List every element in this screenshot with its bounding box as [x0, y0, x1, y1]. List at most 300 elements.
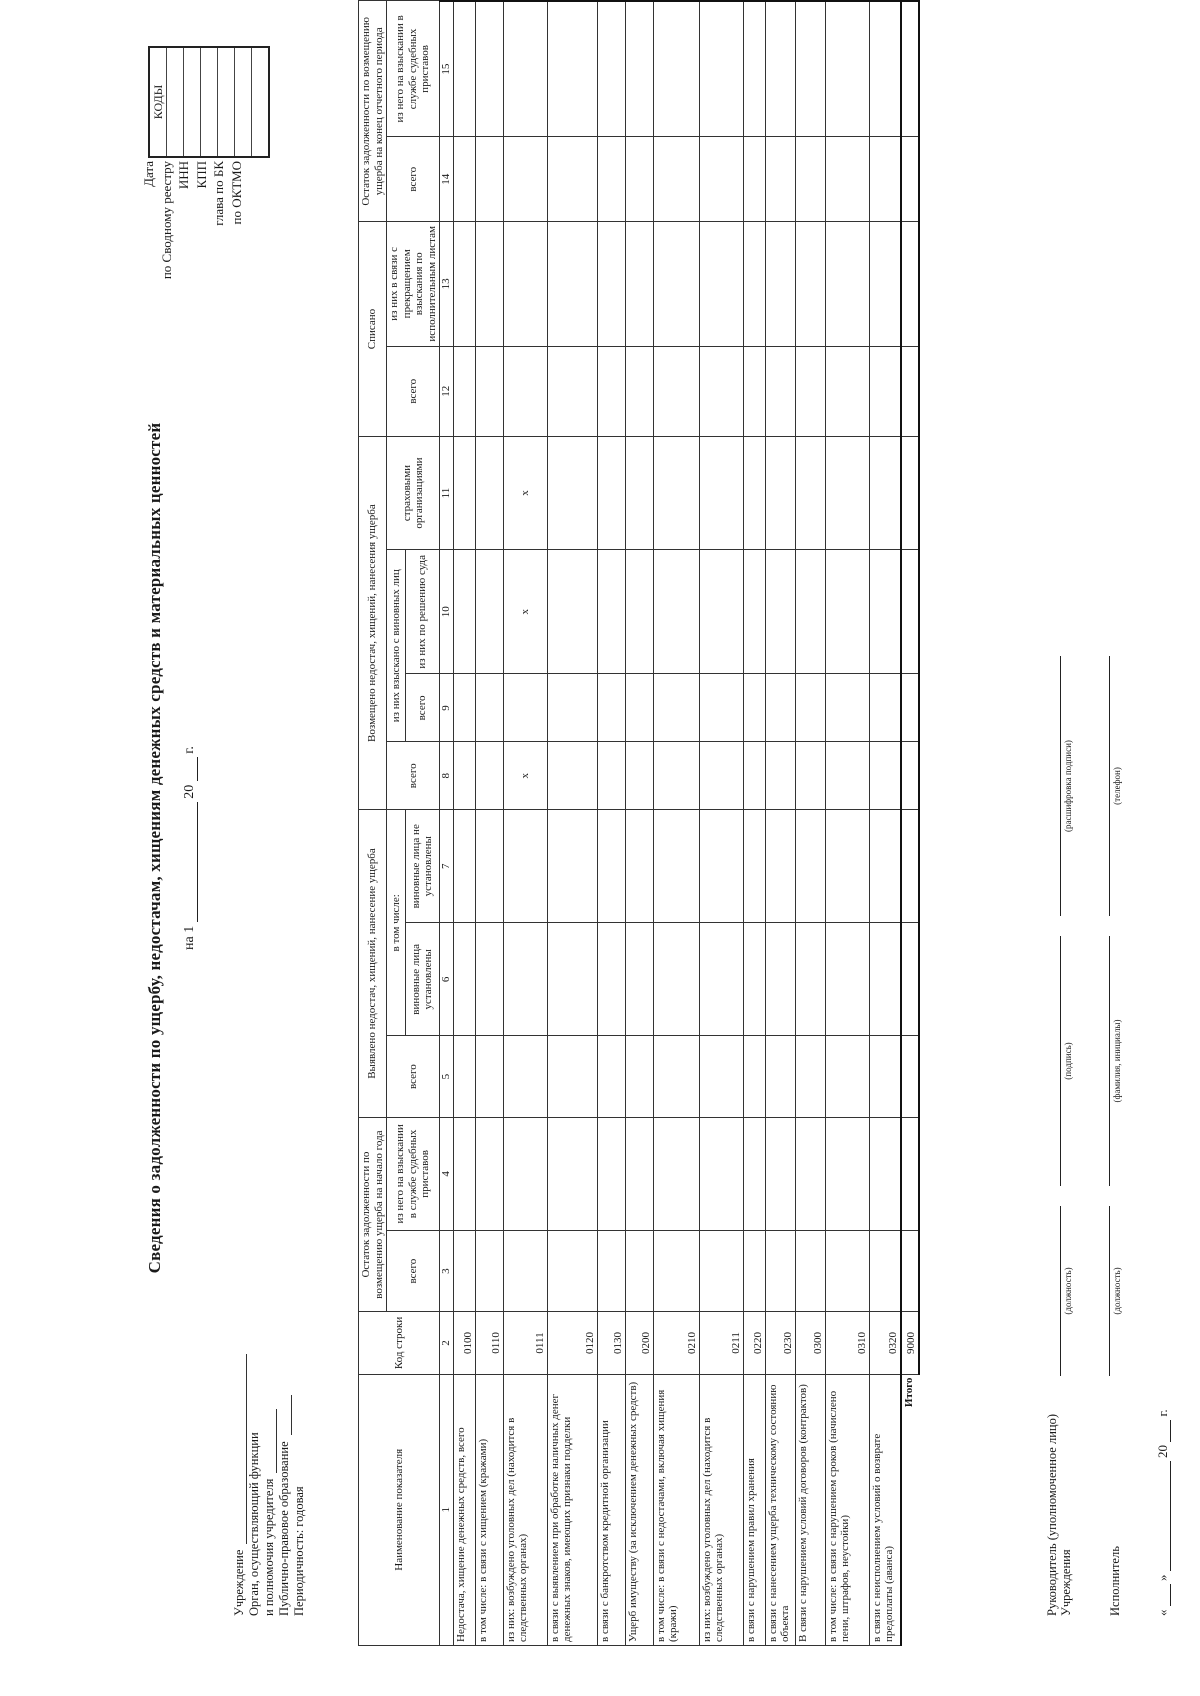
table-row	[453, 1, 475, 1646]
x-mark-cell: x	[503, 550, 547, 674]
date-century: 20	[182, 784, 197, 799]
row-code: 0120	[547, 1312, 597, 1374]
value-cell[interactable]	[869, 1230, 901, 1311]
value-cell[interactable]	[597, 1230, 625, 1311]
value-cell[interactable]	[597, 550, 625, 674]
value-cell[interactable]	[795, 923, 825, 1036]
column-number: 8	[440, 742, 454, 810]
row-indicator-name: в связи с нарушением правил хранения	[743, 1374, 765, 1645]
value-cell[interactable]	[625, 810, 653, 923]
value-cell[interactable]	[625, 1036, 653, 1117]
value-cell[interactable]	[625, 137, 653, 222]
value-cell[interactable]	[453, 137, 475, 222]
codes-labels	[140, 161, 245, 461]
row-code: 0200	[625, 1312, 653, 1374]
value-cell[interactable]	[825, 346, 869, 436]
value-cell[interactable]	[699, 1230, 743, 1311]
value-cell[interactable]	[597, 346, 625, 436]
value-cell[interactable]	[825, 550, 869, 674]
value-cell[interactable]	[765, 550, 795, 674]
value-cell[interactable]	[743, 923, 765, 1036]
value-cell[interactable]	[699, 1, 743, 137]
form-title: Сведения о задолженности по ущербу, недостачам, хищениям денежных средств и материальных ценностей	[145, 422, 164, 1274]
value-cell[interactable]	[653, 923, 699, 1036]
value-cell[interactable]	[825, 437, 869, 550]
municipality-input[interactable]	[279, 1395, 292, 1435]
row-indicator-name: Недостача, хищение денежных средств, всего	[453, 1374, 475, 1645]
value-cell[interactable]	[743, 1, 765, 137]
header-field-institution: Учреждение	[232, 1354, 247, 1616]
value-cell[interactable]	[625, 437, 653, 550]
value-cell[interactable]	[795, 137, 825, 222]
value-cell[interactable]	[869, 674, 901, 742]
value-cell[interactable]	[475, 923, 503, 1036]
value-cell[interactable]	[869, 810, 901, 923]
col-header-detected: Выявлено недостач, хищений, нанесение ущерба	[359, 810, 387, 1118]
row-code: 0100	[453, 1312, 475, 1374]
value-cell[interactable]	[765, 437, 795, 550]
column-number: 11	[440, 437, 454, 550]
head-signature-slot	[1046, 936, 1073, 1186]
value-cell[interactable]	[625, 1230, 653, 1311]
value-cell[interactable]	[765, 346, 795, 436]
value-cell[interactable]	[503, 346, 547, 436]
value-cell[interactable]	[869, 550, 901, 674]
total-value-cell[interactable]	[901, 1230, 919, 1311]
table-row	[869, 1, 901, 1646]
total-value-cell[interactable]	[901, 810, 919, 923]
value-cell[interactable]	[699, 137, 743, 222]
value-cell[interactable]	[453, 1036, 475, 1117]
column-number: 3	[440, 1230, 454, 1311]
value-cell[interactable]	[795, 742, 825, 810]
row-indicator-name: В связи с нарушением условий договоров (контрактов)	[795, 1374, 825, 1645]
value-cell[interactable]	[765, 1036, 795, 1117]
col-header-name: Наименование показателя	[359, 1374, 440, 1645]
value-cell[interactable]	[475, 346, 503, 436]
value-cell[interactable]	[625, 346, 653, 436]
table-row	[625, 1, 653, 1646]
value-cell[interactable]	[743, 1117, 765, 1230]
code-kpp-cell[interactable]	[218, 47, 235, 157]
head-position-caption: (должность)	[1063, 1267, 1073, 1315]
value-cell[interactable]	[503, 1230, 547, 1311]
value-cell[interactable]	[743, 810, 765, 923]
value-cell[interactable]	[547, 346, 597, 436]
value-cell[interactable]	[547, 923, 597, 1036]
total-value-cell[interactable]	[901, 222, 919, 346]
signatures-block	[1045, 516, 1144, 1616]
table-row	[597, 1, 625, 1646]
value-cell[interactable]	[625, 222, 653, 346]
value-cell[interactable]	[869, 346, 901, 436]
date-prefix: на 1	[182, 925, 197, 950]
value-cell[interactable]	[625, 550, 653, 674]
value-cell[interactable]	[503, 222, 547, 346]
code-label-kpp: КПП	[193, 161, 209, 189]
executor-label: Исполнитель	[1108, 1546, 1122, 1616]
value-cell[interactable]	[453, 437, 475, 550]
value-cell[interactable]	[453, 346, 475, 436]
value-cell[interactable]	[597, 674, 625, 742]
row-indicator-name: из них: возбуждено уголовных дел (находится в следственных органах)	[699, 1374, 743, 1645]
col-header-balance-start-total: всего	[387, 1230, 440, 1311]
value-cell[interactable]	[503, 1, 547, 137]
value-cell[interactable]	[475, 137, 503, 222]
value-cell[interactable]	[743, 674, 765, 742]
column-number: 10	[440, 550, 454, 674]
table-row	[765, 1, 795, 1646]
row-indicator-name: в связи с банкротством кредитной организации	[597, 1374, 625, 1645]
value-cell[interactable]	[547, 137, 597, 222]
value-cell[interactable]	[795, 550, 825, 674]
value-cell[interactable]	[699, 437, 743, 550]
value-cell[interactable]	[653, 137, 699, 222]
value-cell[interactable]	[825, 222, 869, 346]
code-label-date: Дата	[141, 161, 156, 187]
value-cell[interactable]	[475, 550, 503, 674]
value-cell[interactable]	[795, 437, 825, 550]
value-cell[interactable]	[869, 137, 901, 222]
column-number: 9	[440, 674, 454, 742]
column-number: 15	[440, 1, 454, 137]
col-header-detected-total: всего	[387, 1036, 440, 1117]
value-cell[interactable]	[625, 923, 653, 1036]
total-value-cell[interactable]	[901, 137, 919, 222]
executor-position-slot	[1095, 1206, 1122, 1376]
value-cell[interactable]	[475, 1230, 503, 1311]
value-cell[interactable]	[795, 674, 825, 742]
header-row-1	[359, 1, 387, 1646]
header-field-founder: Орган, осуществляющий функции	[247, 1432, 261, 1616]
value-cell[interactable]	[653, 1230, 699, 1311]
value-cell[interactable]	[743, 437, 765, 550]
x-mark-cell: x	[503, 742, 547, 810]
executor-phone-slot	[1095, 656, 1122, 916]
col-header-detected-incl: в том числе:	[387, 810, 406, 1036]
value-cell[interactable]	[825, 742, 869, 810]
col-header-from-culprits-total: всего	[405, 674, 439, 742]
table-row	[503, 1, 547, 1646]
value-cell[interactable]	[503, 1036, 547, 1117]
total-value-cell[interactable]	[901, 1117, 919, 1230]
value-cell[interactable]	[869, 1036, 901, 1117]
executor-position-field[interactable]	[1095, 1206, 1110, 1376]
value-cell[interactable]	[547, 674, 597, 742]
table-row	[743, 1, 765, 1646]
col-header-balance-end-bailiffs: из него на взыскании в службе судебных приставов	[387, 1, 440, 137]
head-label: Руководитель (уполномоченное лицо) Учреждения	[1045, 1413, 1073, 1616]
value-cell[interactable]	[475, 742, 503, 810]
row-code: 0320	[869, 1312, 901, 1374]
row-indicator-name: в связи с неисполнением условий о возврате предоплаты (аванса)	[869, 1374, 901, 1645]
value-cell[interactable]	[869, 437, 901, 550]
header-field-founder-cont: и полномочия учредителя	[262, 1354, 277, 1616]
value-cell[interactable]	[869, 742, 901, 810]
value-cell[interactable]	[795, 222, 825, 346]
value-cell[interactable]	[765, 1117, 795, 1230]
value-cell[interactable]	[795, 810, 825, 923]
value-cell[interactable]	[765, 222, 795, 346]
value-cell[interactable]	[475, 1036, 503, 1117]
value-cell[interactable]	[597, 137, 625, 222]
value-cell[interactable]	[653, 1036, 699, 1117]
value-cell[interactable]	[765, 923, 795, 1036]
total-value-cell[interactable]	[901, 674, 919, 742]
signature-day-field[interactable]	[1158, 1584, 1171, 1606]
value-cell[interactable]	[795, 1117, 825, 1230]
value-cell[interactable]	[653, 742, 699, 810]
value-cell[interactable]	[869, 1117, 901, 1230]
value-cell[interactable]	[869, 1, 901, 137]
value-cell[interactable]	[475, 437, 503, 550]
value-cell[interactable]	[453, 550, 475, 674]
table-row	[547, 1, 597, 1646]
value-cell[interactable]	[743, 550, 765, 674]
head-signature-caption: (подпись)	[1063, 1042, 1073, 1080]
value-cell[interactable]	[453, 1, 475, 137]
row-indicator-name: в том числе: в связи с хищением (кражами)	[475, 1374, 503, 1645]
date-day-month-field[interactable]	[183, 802, 198, 922]
value-cell[interactable]	[653, 550, 699, 674]
value-cell[interactable]	[597, 1, 625, 137]
value-cell[interactable]	[765, 810, 795, 923]
row-indicator-name: из них: возбуждено уголовных дел (находится в следственных органах)	[503, 1374, 547, 1645]
value-cell[interactable]	[699, 923, 743, 1036]
total-value-cell[interactable]	[901, 346, 919, 436]
row-indicator-name: в связи с выявлением при обработке наличных денег денежных знаков, имеющих признаки подделки	[547, 1374, 597, 1645]
codes-box-title: КОДЫ	[149, 47, 167, 157]
value-cell[interactable]	[653, 346, 699, 436]
value-cell[interactable]	[699, 1036, 743, 1117]
value-cell[interactable]	[743, 1230, 765, 1311]
value-cell[interactable]	[795, 1, 825, 137]
column-number: 7	[440, 810, 454, 923]
code-registry-cell[interactable]	[184, 47, 201, 157]
value-cell[interactable]	[475, 1117, 503, 1230]
value-cell[interactable]	[475, 810, 503, 923]
signature-year-field[interactable]	[1158, 1420, 1171, 1442]
value-cell[interactable]	[453, 810, 475, 923]
head-signature-field[interactable]	[1046, 936, 1061, 1186]
value-cell[interactable]	[765, 674, 795, 742]
value-cell[interactable]	[699, 346, 743, 436]
col-header-from-culprits: из них взыскано с виновных лиц	[387, 550, 406, 742]
value-cell[interactable]	[653, 674, 699, 742]
value-cell[interactable]	[625, 742, 653, 810]
value-cell[interactable]	[699, 742, 743, 810]
head-position-field[interactable]	[1046, 1206, 1061, 1376]
value-cell[interactable]	[825, 1, 869, 137]
value-cell[interactable]	[597, 742, 625, 810]
institution-input[interactable]	[234, 1354, 247, 1544]
table-row	[825, 1, 869, 1646]
total-code: 9000	[901, 1312, 919, 1374]
header-field-periodicity: Периодичность: годовая	[292, 1486, 306, 1616]
signature-date: « » 20 г.	[1155, 1409, 1170, 1616]
value-cell[interactable]	[597, 1036, 625, 1117]
value-cell[interactable]	[765, 1230, 795, 1311]
total-value-cell[interactable]	[901, 1036, 919, 1117]
column-number: 2	[440, 1312, 454, 1374]
total-value-cell[interactable]	[901, 1, 919, 137]
total-row	[901, 1, 919, 1646]
code-inn-cell[interactable]	[201, 47, 218, 157]
codes-box	[148, 46, 270, 158]
executor-name-slot	[1095, 936, 1122, 1186]
value-cell[interactable]	[765, 137, 795, 222]
value-cell[interactable]	[547, 1230, 597, 1311]
value-cell[interactable]	[699, 222, 743, 346]
value-cell[interactable]	[699, 1117, 743, 1230]
total-value-cell[interactable]	[901, 923, 919, 1036]
value-cell[interactable]	[597, 222, 625, 346]
table-row	[795, 1, 825, 1646]
value-cell[interactable]	[547, 1117, 597, 1230]
table-row	[475, 1, 503, 1646]
head-decoding-field[interactable]	[1046, 656, 1061, 916]
value-cell[interactable]	[625, 1117, 653, 1230]
value-cell[interactable]	[795, 346, 825, 436]
value-cell[interactable]	[653, 810, 699, 923]
row-code: 0130	[597, 1312, 625, 1374]
code-label-registry: по Сводному реестру	[158, 161, 174, 280]
row-code: 0300	[795, 1312, 825, 1374]
value-cell[interactable]	[869, 923, 901, 1036]
column-number: 1	[440, 1374, 454, 1645]
col-header-balance-end-total: всего	[387, 137, 440, 222]
value-cell[interactable]	[825, 923, 869, 1036]
value-cell[interactable]	[765, 742, 795, 810]
value-cell[interactable]	[475, 222, 503, 346]
column-number: 6	[440, 923, 454, 1036]
value-cell[interactable]	[453, 222, 475, 346]
value-cell[interactable]	[453, 742, 475, 810]
col-header-code: Код строки	[359, 1312, 440, 1374]
executor-name-caption: (фамилия, инициалы)	[1112, 1019, 1122, 1103]
value-cell[interactable]	[765, 1, 795, 137]
value-cell[interactable]	[453, 1117, 475, 1230]
value-cell[interactable]	[743, 1036, 765, 1117]
value-cell[interactable]	[743, 137, 765, 222]
value-cell[interactable]	[547, 437, 597, 550]
executor-phone-field[interactable]	[1095, 656, 1110, 916]
col-header-terminated: из них в связи с прекращением взыскания по исполнительным листам	[387, 222, 440, 346]
value-cell[interactable]	[547, 810, 597, 923]
value-cell[interactable]	[825, 810, 869, 923]
value-cell[interactable]	[547, 1, 597, 137]
column-number: 12	[440, 346, 454, 436]
table-body	[453, 1, 919, 1646]
value-cell[interactable]	[699, 674, 743, 742]
date-year-field[interactable]	[183, 757, 198, 781]
value-cell[interactable]	[699, 810, 743, 923]
value-cell[interactable]	[453, 1230, 475, 1311]
value-cell[interactable]	[795, 1036, 825, 1117]
row-code: 0220	[743, 1312, 765, 1374]
col-header-culprits-found: виновные лица установлены	[405, 923, 439, 1036]
row-code: 0211	[699, 1312, 743, 1374]
value-cell[interactable]	[475, 674, 503, 742]
col-header-balance-start: Остаток задолженности по возмещению ущерба на начало года	[359, 1117, 387, 1312]
column-number: 5	[440, 1036, 454, 1117]
value-cell[interactable]	[869, 222, 901, 346]
row-code: 0110	[475, 1312, 503, 1374]
executor-name-field[interactable]	[1095, 936, 1110, 1186]
code-label-inn: ИНН	[176, 161, 191, 190]
value-cell[interactable]	[653, 1, 699, 137]
value-cell[interactable]	[503, 674, 547, 742]
value-cell[interactable]	[547, 742, 597, 810]
table-row	[653, 1, 699, 1646]
total-label: Итого	[901, 1374, 919, 1645]
value-cell[interactable]	[825, 1230, 869, 1311]
value-cell[interactable]	[825, 1117, 869, 1230]
head-decoding-caption: (расшифровка подписи)	[1063, 740, 1073, 832]
row-code: 0230	[765, 1312, 795, 1374]
row-code: 0111	[503, 1312, 547, 1374]
value-cell[interactable]	[825, 137, 869, 222]
header-field-municipality: Публично-правовое образование	[277, 1354, 292, 1616]
table-row	[699, 1, 743, 1646]
total-value-cell[interactable]	[901, 742, 919, 810]
value-cell[interactable]	[795, 1230, 825, 1311]
value-cell[interactable]	[653, 437, 699, 550]
value-cell[interactable]	[743, 346, 765, 436]
founder-input[interactable]	[264, 1409, 277, 1473]
value-cell[interactable]	[825, 1036, 869, 1117]
code-date-cell[interactable]	[167, 47, 184, 157]
value-cell[interactable]	[547, 1036, 597, 1117]
value-cell[interactable]	[699, 550, 743, 674]
col-header-balance-end: Остаток задолженности по возмещению ущерба на конец отчетного периода	[359, 1, 387, 222]
value-cell[interactable]	[743, 222, 765, 346]
row-code: 0210	[653, 1312, 699, 1374]
total-value-cell[interactable]	[901, 437, 919, 550]
head-position-slot	[1046, 1206, 1073, 1376]
row-indicator-name: Ущерб имуществу (за исключением денежных средств)	[625, 1374, 653, 1645]
value-cell[interactable]	[653, 1117, 699, 1230]
value-cell[interactable]	[625, 674, 653, 742]
signature-month-field[interactable]	[1158, 1461, 1171, 1571]
column-number: 14	[440, 137, 454, 222]
row-code: 0310	[825, 1312, 869, 1374]
value-cell[interactable]	[453, 674, 475, 742]
value-cell[interactable]	[503, 1117, 547, 1230]
value-cell[interactable]	[597, 810, 625, 923]
value-cell[interactable]	[503, 137, 547, 222]
value-cell[interactable]	[743, 742, 765, 810]
code-bk-head-cell[interactable]	[235, 47, 252, 157]
value-cell[interactable]	[547, 550, 597, 674]
total-value-cell[interactable]	[901, 550, 919, 674]
value-cell[interactable]	[547, 222, 597, 346]
value-cell[interactable]	[597, 1117, 625, 1230]
executor-signature-row	[1095, 516, 1122, 1616]
value-cell[interactable]	[653, 222, 699, 346]
value-cell[interactable]	[475, 1, 503, 137]
value-cell[interactable]	[597, 437, 625, 550]
value-cell[interactable]	[503, 810, 547, 923]
value-cell[interactable]	[625, 1, 653, 137]
code-oktmo-cell[interactable]	[252, 47, 270, 157]
value-cell[interactable]	[825, 674, 869, 742]
col-header-written-off-total: всего	[387, 346, 440, 436]
col-header-compensated-total: всего	[387, 742, 440, 810]
value-cell[interactable]	[597, 923, 625, 1036]
value-cell[interactable]	[503, 923, 547, 1036]
value-cell[interactable]	[453, 923, 475, 1036]
